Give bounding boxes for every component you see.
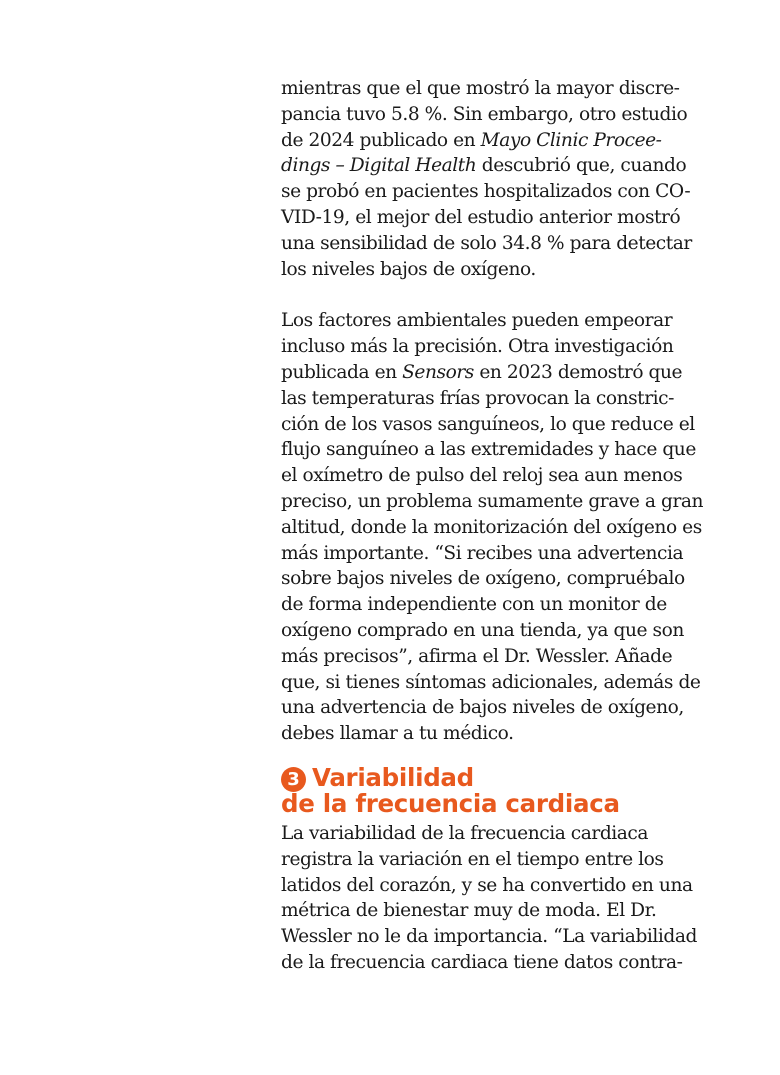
text-segment: en 2023 demostró que: [473, 361, 683, 383]
text-line: mientras que el que mostró la mayor discre-: [281, 78, 680, 99]
text-line: [281, 128, 731, 154]
text-line: de la frecuencia cardiaca tiene datos contra-: [281, 951, 683, 973]
text-segment: de 2024 publicado en: [281, 129, 481, 151]
section-heading-title: Variabilidad: [312, 762, 474, 792]
text-line: debes llamar a tu médico.: [281, 723, 514, 745]
text-line: Los factores ambientales pueden empeorar: [281, 310, 673, 332]
text-line: La variabilidad de la frecuencia cardiaca: [281, 822, 649, 844]
text-segment: descubrió que, cuando: [476, 155, 687, 177]
text-line: una sensibilidad de solo 34.8 % para detectar: [281, 232, 692, 254]
text-line: ción de los vasos sanguíneos, lo que reduce el: [281, 413, 695, 435]
text-line: oxígeno comprado en una tienda, ya que son: [281, 619, 684, 641]
text-line: las temperaturas frías provocan la constric-: [281, 387, 674, 409]
text-line: sobre bajos niveles de oxígeno, compruébalo: [281, 568, 685, 590]
text-line: pancia tuvo 5.8 %. Sin embargo, otro estudio: [281, 103, 688, 125]
text-line: que, si tienes síntomas adicionales, además de: [281, 671, 701, 693]
text-line: registra la variación en el tiempo entre los: [281, 848, 664, 870]
text-line: [281, 153, 731, 179]
text-line: flujo sanguíneo a las extremidades y hace que: [281, 439, 696, 461]
text-line: se probó en pacientes hospitalizados con CO-: [281, 181, 691, 203]
text-line: más importante. “Si recibes una advertencia: [281, 542, 684, 564]
section-heading-line-2: de la frecuencia cardiaca: [281, 788, 620, 818]
article-column: [281, 76, 731, 976]
text-line: los niveles bajos de oxígeno.: [281, 258, 536, 280]
paragraph-1: [281, 76, 731, 282]
text-line: una advertencia de bajos niveles de oxígeno,: [281, 697, 684, 719]
section-heading-line-1: [281, 762, 731, 792]
italic-publication-title: dings – Digital Health: [281, 155, 477, 177]
paragraph-3: [281, 821, 731, 976]
italic-publication-title: Sensors: [402, 361, 474, 383]
text-line: de forma independiente con un monitor de: [281, 594, 667, 616]
section-heading: [281, 762, 731, 818]
text-line: el oxímetro de pulso del reloj sea aun menos: [281, 465, 683, 487]
text-line: más precisos”, afirma el Dr. Wessler. Añade: [281, 645, 673, 667]
text-line: latidos del corazón, y se ha convertido en una: [281, 874, 693, 896]
italic-publication-title: Mayo Clinic Procee-: [480, 129, 662, 151]
text-line: VID-19, el mejor del estudio anterior mostró: [281, 206, 681, 228]
text-line: incluso más la precisión. Otra investigación: [281, 336, 674, 358]
section-number-badge: 3: [281, 767, 306, 792]
text-line: [281, 360, 731, 386]
text-line: altitud, donde la monitorización del oxígeno es: [281, 516, 702, 538]
text-line: preciso, un problema sumamente grave a gran: [281, 490, 704, 512]
text-line: métrica de bienestar muy de moda. El Dr.: [281, 900, 657, 922]
paragraph-2: [281, 308, 731, 747]
text-line: Wessler no le da importancia. “La variabilidad: [281, 926, 697, 948]
text-segment: publicada en: [281, 361, 403, 383]
